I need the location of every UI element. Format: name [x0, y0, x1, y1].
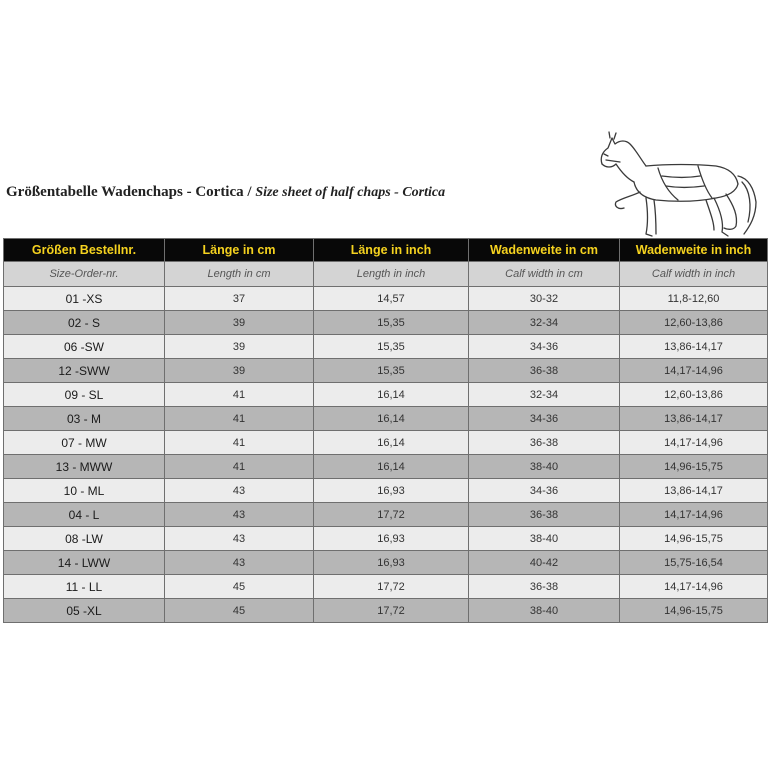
table-cell: 17,72 — [314, 503, 469, 527]
column-subheader: Calf width in inch — [620, 262, 768, 287]
table-row — [4, 335, 768, 359]
table-cell: 16,93 — [314, 527, 469, 551]
table-cell: 38-40 — [469, 455, 620, 479]
table-row — [4, 503, 768, 527]
column-header: Länge in cm — [165, 239, 314, 262]
table-row — [4, 455, 768, 479]
table-cell: 14,96-15,75 — [620, 599, 768, 623]
size-order-cell: 11 - LL — [4, 575, 165, 599]
size-order-cell: 08 -LW — [4, 527, 165, 551]
table-cell: 16,14 — [314, 407, 469, 431]
table-cell: 43 — [165, 503, 314, 527]
table-cell: 15,35 — [314, 359, 469, 383]
table-cell: 41 — [165, 383, 314, 407]
table-cell: 36-38 — [469, 575, 620, 599]
size-order-cell: 10 - ML — [4, 479, 165, 503]
table-row — [4, 383, 768, 407]
table-cell: 34-36 — [469, 335, 620, 359]
table-cell: 13,86-14,17 — [620, 335, 768, 359]
column-header: Wadenweite in cm — [469, 239, 620, 262]
size-order-cell: 13 - MWW — [4, 455, 165, 479]
title-german: Größentabelle Wadenchaps - Cortica / — [6, 184, 252, 200]
table-row — [4, 479, 768, 503]
table-cell: 32-34 — [469, 311, 620, 335]
table-cell: 30-32 — [469, 287, 620, 311]
size-table — [3, 238, 768, 623]
table-cell: 34-36 — [469, 407, 620, 431]
table-cell: 41 — [165, 431, 314, 455]
column-subheader: Length in cm — [165, 262, 314, 287]
table-cell: 40-42 — [469, 551, 620, 575]
table-cell: 14,17-14,96 — [620, 431, 768, 455]
table-cell: 34-36 — [469, 479, 620, 503]
size-order-cell: 02 - S — [4, 311, 165, 335]
table-cell: 16,93 — [314, 479, 469, 503]
table-row — [4, 359, 768, 383]
table-row — [4, 407, 768, 431]
table-cell: 36-38 — [469, 431, 620, 455]
table-cell: 32-34 — [469, 383, 620, 407]
size-order-cell: 14 - LWW — [4, 551, 165, 575]
table-subheader-row — [4, 262, 768, 287]
size-order-cell: 12 -SWW — [4, 359, 165, 383]
table-cell: 12,60-13,86 — [620, 311, 768, 335]
table-cell: 16,14 — [314, 383, 469, 407]
table-cell: 45 — [165, 575, 314, 599]
title-english: Size sheet of half chaps - Cortica — [255, 185, 446, 200]
table-cell: 12,60-13,86 — [620, 383, 768, 407]
table-cell: 13,86-14,17 — [620, 407, 768, 431]
size-order-cell: 07 - MW — [4, 431, 165, 455]
column-subheader: Size-Order-nr. — [4, 262, 165, 287]
size-order-cell: 09 - SL — [4, 383, 165, 407]
size-order-cell: 01 -XS — [4, 287, 165, 311]
table-cell: 15,35 — [314, 335, 469, 359]
column-subheader: Calf width in cm — [469, 262, 620, 287]
table-cell: 36-38 — [469, 503, 620, 527]
table-cell: 11,8-12,60 — [620, 287, 768, 311]
column-header: Größen Bestellnr. — [4, 239, 165, 262]
table-cell: 45 — [165, 599, 314, 623]
table-row — [4, 575, 768, 599]
table-cell: 14,57 — [314, 287, 469, 311]
table-row — [4, 287, 768, 311]
table-cell: 15,35 — [314, 311, 469, 335]
page-title — [6, 184, 606, 201]
table-cell: 14,17-14,96 — [620, 503, 768, 527]
table-cell: 14,96-15,75 — [620, 455, 768, 479]
size-order-cell: 03 - M — [4, 407, 165, 431]
table-cell: 14,17-14,96 — [620, 359, 768, 383]
table-cell: 39 — [165, 311, 314, 335]
size-order-cell: 04 - L — [4, 503, 165, 527]
table-cell: 36-38 — [469, 359, 620, 383]
table-cell: 16,14 — [314, 455, 469, 479]
table-row — [4, 431, 768, 455]
table-cell: 16,14 — [314, 431, 469, 455]
table-cell: 41 — [165, 455, 314, 479]
table-cell: 38-40 — [469, 599, 620, 623]
table-cell: 14,17-14,96 — [620, 575, 768, 599]
table-cell: 15,75-16,54 — [620, 551, 768, 575]
table-body — [4, 287, 768, 623]
horse-icon — [596, 126, 766, 244]
table-cell: 38-40 — [469, 527, 620, 551]
table-cell: 43 — [165, 527, 314, 551]
table-row — [4, 311, 768, 335]
size-order-cell: 06 -SW — [4, 335, 165, 359]
table-row — [4, 599, 768, 623]
table-row — [4, 527, 768, 551]
table-cell: 37 — [165, 287, 314, 311]
table-cell: 17,72 — [314, 575, 469, 599]
column-subheader: Length in inch — [314, 262, 469, 287]
column-header: Länge in inch — [314, 239, 469, 262]
size-order-cell: 05 -XL — [4, 599, 165, 623]
table-header-row — [4, 239, 768, 262]
table-cell: 16,93 — [314, 551, 469, 575]
table-cell: 43 — [165, 551, 314, 575]
table-cell: 14,96-15,75 — [620, 527, 768, 551]
column-header: Wadenweite in inch — [620, 239, 768, 262]
table-row — [4, 551, 768, 575]
table-cell: 17,72 — [314, 599, 469, 623]
table-cell: 41 — [165, 407, 314, 431]
table-cell: 39 — [165, 359, 314, 383]
table-cell: 13,86-14,17 — [620, 479, 768, 503]
table-cell: 39 — [165, 335, 314, 359]
table-cell: 43 — [165, 479, 314, 503]
